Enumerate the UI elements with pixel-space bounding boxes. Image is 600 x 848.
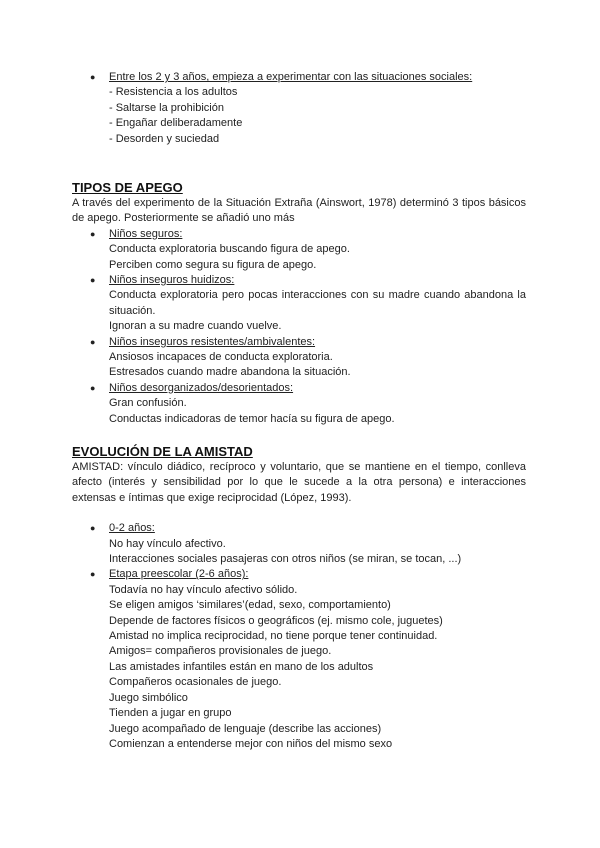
section-apego (72, 180, 526, 427)
item-label: Niños inseguros resistentes/ambivalentes: (109, 335, 316, 348)
amistad-list (72, 521, 526, 752)
bullet-icon: ● (90, 72, 96, 82)
item-line: Las amistades infantiles están en mano de los adultos (109, 660, 374, 673)
item-line: - Engañar deliberadamente (109, 117, 243, 130)
item-line: Juego acompañado de lenguaje (describe las acciones) (109, 722, 382, 735)
list-item (72, 567, 526, 752)
item-line: Depende de factores físicos o geográficos (ej. mismo cole, juguetes) (109, 614, 443, 627)
item-line: Todavía no hay vínculo afectivo sólido. (109, 583, 298, 596)
item-label: Niños inseguros huidizos: (109, 274, 235, 287)
list-item (72, 227, 526, 273)
bullet-icon: ● (90, 336, 96, 347)
item-line: - Desorden y suciedad (109, 132, 220, 145)
list-item (72, 273, 526, 335)
item-line: Juego simbólico (109, 691, 188, 704)
item-line: - Saltarse la prohibición (109, 101, 224, 114)
bullet-icon: ● (90, 228, 96, 239)
item-line: Ansiosos incapaces de conducta exploratoria. (109, 351, 333, 364)
item-line: Conducta exploratoria buscando figura de apego. (109, 243, 350, 256)
section-title: TIPOS DE APEGO (72, 180, 183, 195)
item-line: Compañeros ocasionales de juego. (109, 676, 282, 689)
item-label: Niños seguros: (109, 227, 183, 240)
section-amistad (72, 444, 526, 752)
item-line: - Resistencia a los adultos (109, 86, 238, 99)
item-line: Ignoran a su madre cuando vuelve. (109, 320, 282, 333)
item-line: Amigos= compañeros provisionales de juego. (109, 645, 332, 658)
item-line: Conducta exploratoria pero pocas interacciones con su madre cuando abandona la situación. (109, 289, 526, 317)
item-line: Comienzan a entenderse mejor con niños del mismo sexo (109, 737, 393, 750)
list-item (72, 381, 526, 427)
item-line: Interacciones sociales pasajeras con otros niños (se miran, se tocan, ...) (109, 553, 462, 566)
item-line: No hay vínculo afectivo. (109, 537, 226, 550)
item-line: Estresados cuando madre abandona la situación. (109, 366, 351, 379)
item-line: Conductas indicadoras de temor hacía su figura de apego. (109, 412, 395, 425)
section-intro: AMISTAD: vínculo diádico, recíproco y voluntario, que se mantiene en el tiempo, conlleva afecto (interés y sensibilidad por lo que le sucede a la otra persona) e interacciones extensas e íntimas que exige reciprocidad (López, 1993). (72, 461, 526, 504)
list-item (72, 335, 526, 381)
bullet-icon: ● (90, 523, 96, 534)
intro-list (72, 70, 526, 147)
list-item (72, 521, 526, 567)
bullet-icon: ● (90, 569, 96, 580)
item-label: Etapa preescolar (2-6 años): (109, 568, 249, 581)
item-line: Gran confusión. (109, 397, 187, 410)
item-label: Niños desorganizados/desorientados: (109, 381, 294, 394)
section-intro: A través del experimento de la Situación Extraña (Ainswort, 1978) determinó 3 tipos básicos de apego. Posteriormente se añadió uno más (72, 197, 526, 225)
item-line: Amistad no implica reciprocidad, no tiene porque tener continuidad. (109, 630, 438, 643)
item-label: Entre los 2 y 3 años, empieza a experimentar con las situaciones sociales: (109, 71, 473, 83)
bullet-icon: ● (90, 275, 96, 286)
item-line: Se eligen amigos ‘similares’(edad, sexo, comportamiento) (109, 599, 391, 612)
list-item (72, 70, 526, 147)
item-label: 0-2 años: (109, 522, 155, 535)
item-line: Tienden a jugar en grupo (109, 707, 232, 720)
bullet-icon: ● (90, 382, 96, 393)
apego-list (72, 227, 526, 427)
section-title: EVOLUCIÓN DE LA AMISTAD (72, 444, 253, 459)
item-line: Perciben como segura su figura de apego. (109, 258, 317, 271)
